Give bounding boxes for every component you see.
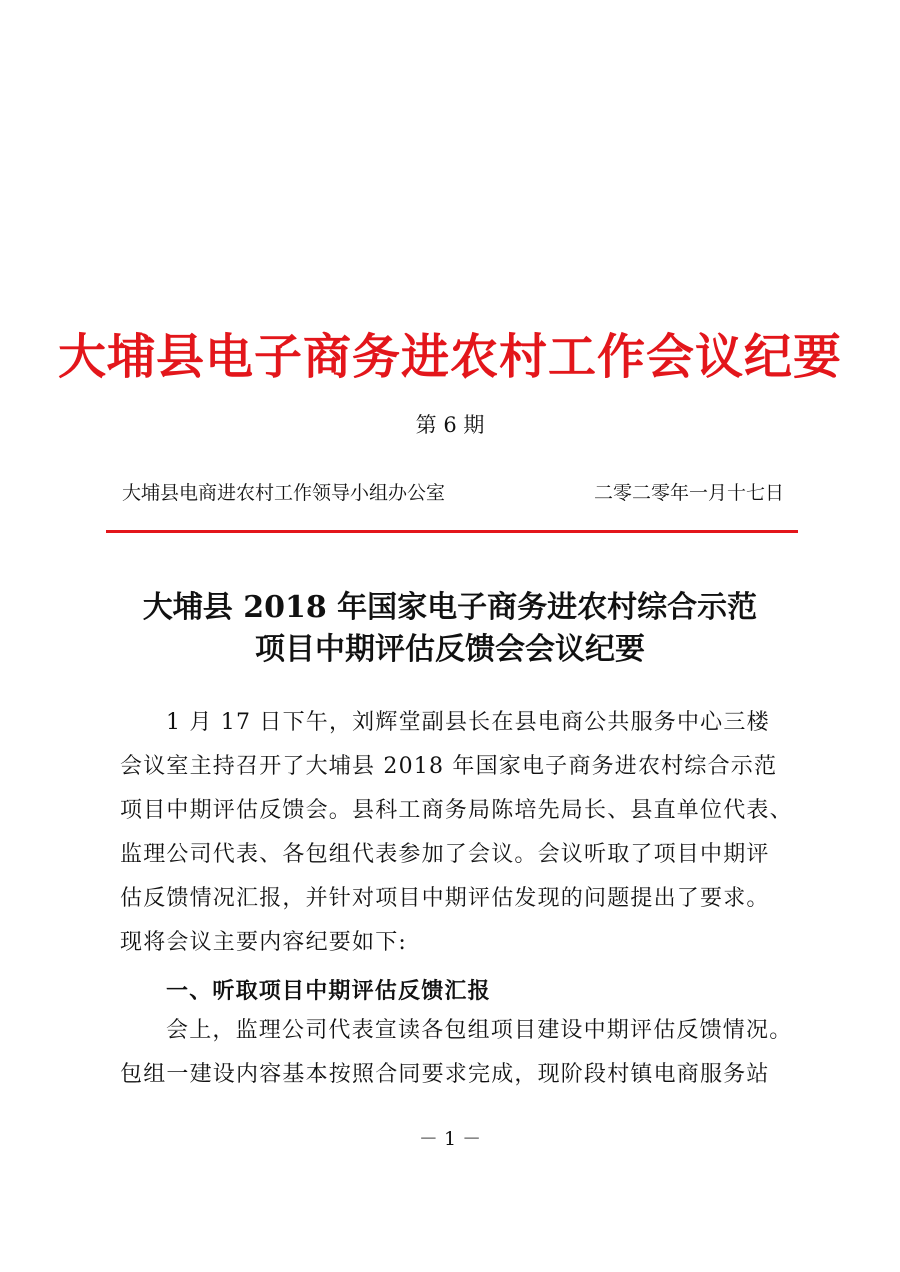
intro-line-5: 估反馈情况汇报，并针对项目中期评估发现的问题提出了要求。 [120,886,770,911]
intro-line-3: 项目中期评估反馈会。县科工商务局陈培先局长、县直单位代表、 [120,798,793,823]
section-1-line-1: 会上，监理公司代表宣读各包组项目建设中期评估反馈情况。 [166,1018,793,1043]
issuer-organization: 大埔县电商进农村工作领导小组办公室 [122,482,446,504]
section-1-heading: 一、听取项目中期评估反馈汇报 [166,978,491,1004]
intro-line-1: 1 月 17 日下午，刘辉堂副县长在县电商公共服务中心三楼 [166,710,770,735]
red-divider-line [106,530,798,533]
page-number: － 1 － [418,1128,482,1150]
intro-line-2: 会议室主持召开了大埔县 2018 年国家电子商务进农村综合示范 [120,754,778,779]
document-title-line-2: 项目中期评估反馈会会议纪要 [255,632,645,667]
issue-date: 二零二零年一月十七日 [593,482,784,504]
issue-number: 第 6 期 [415,413,485,437]
intro-line-6: 现将会议主要内容纪要如下: [120,930,408,955]
document-title-line-1: 大埔县 2018 年国家电子商务进农村综合示范 [142,590,758,625]
intro-line-4: 监理公司代表、各包组代表参加了会议。会议听取了项目中期评 [120,842,770,867]
section-1-line-2: 包组一建设内容基本按照合同要求完成，现阶段村镇电商服务站 [120,1062,770,1087]
masthead-title: 大埔县电子商务进农村工作会议纪要 [57,329,842,385]
